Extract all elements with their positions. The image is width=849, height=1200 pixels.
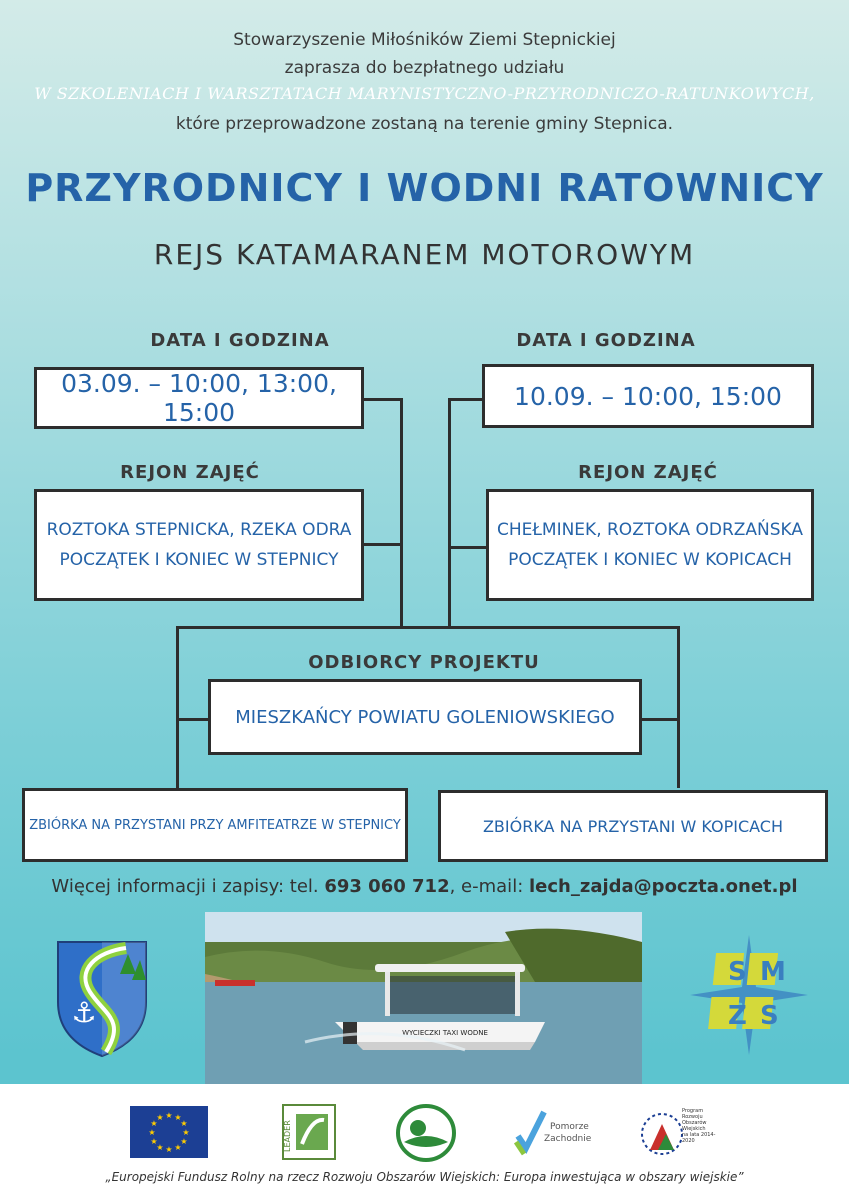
svg-text:★: ★: [180, 1137, 188, 1146]
organizer-line: Stowarzyszenie Miłośników Ziemi Stepnickiej: [233, 30, 616, 50]
prow-text-line: Rozwoju: [682, 1114, 703, 1120]
main-title: PRZYRODNICY I WODNI RATOWNICY: [25, 166, 824, 210]
svg-text:★: ★: [156, 1143, 164, 1152]
connector-line: [362, 398, 402, 401]
catamaran-photo: [205, 912, 642, 1084]
connector-line: [176, 626, 179, 788]
svg-text:★: ★: [150, 1137, 158, 1146]
prow-text-line: Program: [682, 1108, 704, 1114]
left-region-label: REJON ZAJĘĆ: [120, 462, 260, 483]
contact-phone[interactable]: 693 060 712: [324, 876, 450, 897]
boat-label: WYCIECZKI TAXI WODNE: [402, 1029, 488, 1037]
connector-line: [448, 398, 484, 401]
left-date-value: 03.09. – 10:00, 13:00, 15:00: [61, 369, 337, 427]
smzs-logo-icon: [690, 935, 808, 1055]
svg-text:★: ★: [182, 1128, 190, 1137]
contact-email[interactable]: lech_zajda@poczta.onet.pl: [529, 876, 798, 897]
left-region-box: [34, 489, 364, 601]
right-region-line1: CHEŁMINEK, ROZTOKA ODRZAŃSKA: [496, 520, 804, 540]
svg-text:★: ★: [148, 1128, 156, 1137]
recipients-label: ODBIORCY PROJEKTU: [308, 652, 540, 673]
right-region-box: [486, 489, 814, 601]
subtitle: REJS KATAMARANEM MOTOROWYM: [153, 238, 696, 271]
lgd-logo-icon: [396, 1104, 456, 1162]
contact-line: [0, 876, 849, 897]
eu-flag-icon: [130, 1106, 208, 1158]
svg-text:⚓: ⚓: [71, 996, 97, 1029]
location-line: które przeprowadzone zostaną na terenie gminy Stepnica.: [175, 114, 674, 134]
connector-line: [640, 718, 680, 721]
right-date-box: [482, 364, 814, 428]
prow-logo: [638, 1104, 728, 1164]
connector-line: [677, 626, 680, 788]
recipients-value: MIESZKAŃCY POWIATU GOLENIOWSKIEGO: [235, 706, 615, 728]
pomorze-text-1: Pomorze: [550, 1122, 589, 1132]
recipients-box: [208, 679, 642, 755]
svg-text:★: ★: [165, 1145, 173, 1154]
smzs-letter: M: [760, 957, 786, 987]
svg-text:★: ★: [174, 1143, 182, 1152]
prow-text: [682, 1108, 728, 1144]
connector-line: [362, 543, 402, 546]
svg-text:★: ★: [180, 1119, 188, 1128]
prow-text-line: Wiejskich: [682, 1126, 706, 1132]
connector-line: [176, 718, 210, 721]
leader-text: LEADER: [283, 1120, 292, 1152]
prow-icon: [638, 1110, 686, 1158]
leader-logo-icon: [282, 1104, 336, 1160]
smzs-letter: S: [728, 957, 747, 987]
left-date-label: DATA I GODZINA: [150, 330, 330, 351]
svg-text:★: ★: [165, 1111, 173, 1120]
coat-of-arms-icon: [56, 940, 148, 1058]
right-date-label: DATA I GODZINA: [516, 330, 696, 351]
connector-line: [448, 398, 451, 628]
left-date-box: [34, 367, 364, 429]
pomorze-logo: [514, 1106, 594, 1166]
right-region-label: REJON ZAJĘĆ: [578, 462, 718, 483]
footer-quote: „Europejski Fundusz Rolny na rzecz Rozwoju Obszarów Wiejskich: Europa inwestująca w obszary wiejskie”: [105, 1170, 744, 1184]
prow-text-line: Obszarów: [682, 1120, 707, 1126]
connector-line: [400, 398, 403, 628]
svg-text:★: ★: [156, 1113, 164, 1122]
prow-text-line: na lata 2014-2020: [682, 1132, 716, 1144]
left-region-line1: ROZTOKA STEPNICKA, RZEKA ODRA: [46, 520, 352, 540]
smzs-letter: Z: [728, 1001, 747, 1031]
connector-line: [176, 626, 680, 629]
contact-prefix: Więcej informacji i zapisy: tel.: [51, 876, 319, 897]
contact-mid: , e-mail:: [449, 876, 524, 897]
pomorze-icon: [514, 1106, 550, 1156]
pomorze-text-2: Zachodnie: [544, 1134, 592, 1144]
left-region-line2: POCZĄTEK I KONIEC W STEPNICY: [59, 550, 339, 570]
meeting-left-box: [22, 788, 408, 862]
meeting-left-text: ZBIÓRKA NA PRZYSTANI PRZY AMFITEATRZE W STEPNICY: [29, 817, 401, 833]
svg-text:★: ★: [174, 1113, 182, 1122]
invite-line: zaprasza do bezpłatnego udziału: [284, 58, 565, 78]
smzs-letter: S: [760, 1001, 779, 1031]
training-line: W SZKOLENIACH I WARSZTATACH MARYNISTYCZNO-PRZYRODNICZO-RATUNKOWYCH,: [34, 84, 815, 103]
connector-line: [448, 546, 488, 549]
svg-text:★: ★: [150, 1119, 158, 1128]
meeting-right-text: ZBIÓRKA NA PRZYSTANI W KOPICACH: [482, 816, 784, 836]
right-date-value: 10.09. – 10:00, 15:00: [514, 381, 782, 411]
meeting-right-box: [438, 790, 828, 862]
right-region-line2: POCZĄTEK I KONIEC W KOPICACH: [508, 550, 792, 570]
